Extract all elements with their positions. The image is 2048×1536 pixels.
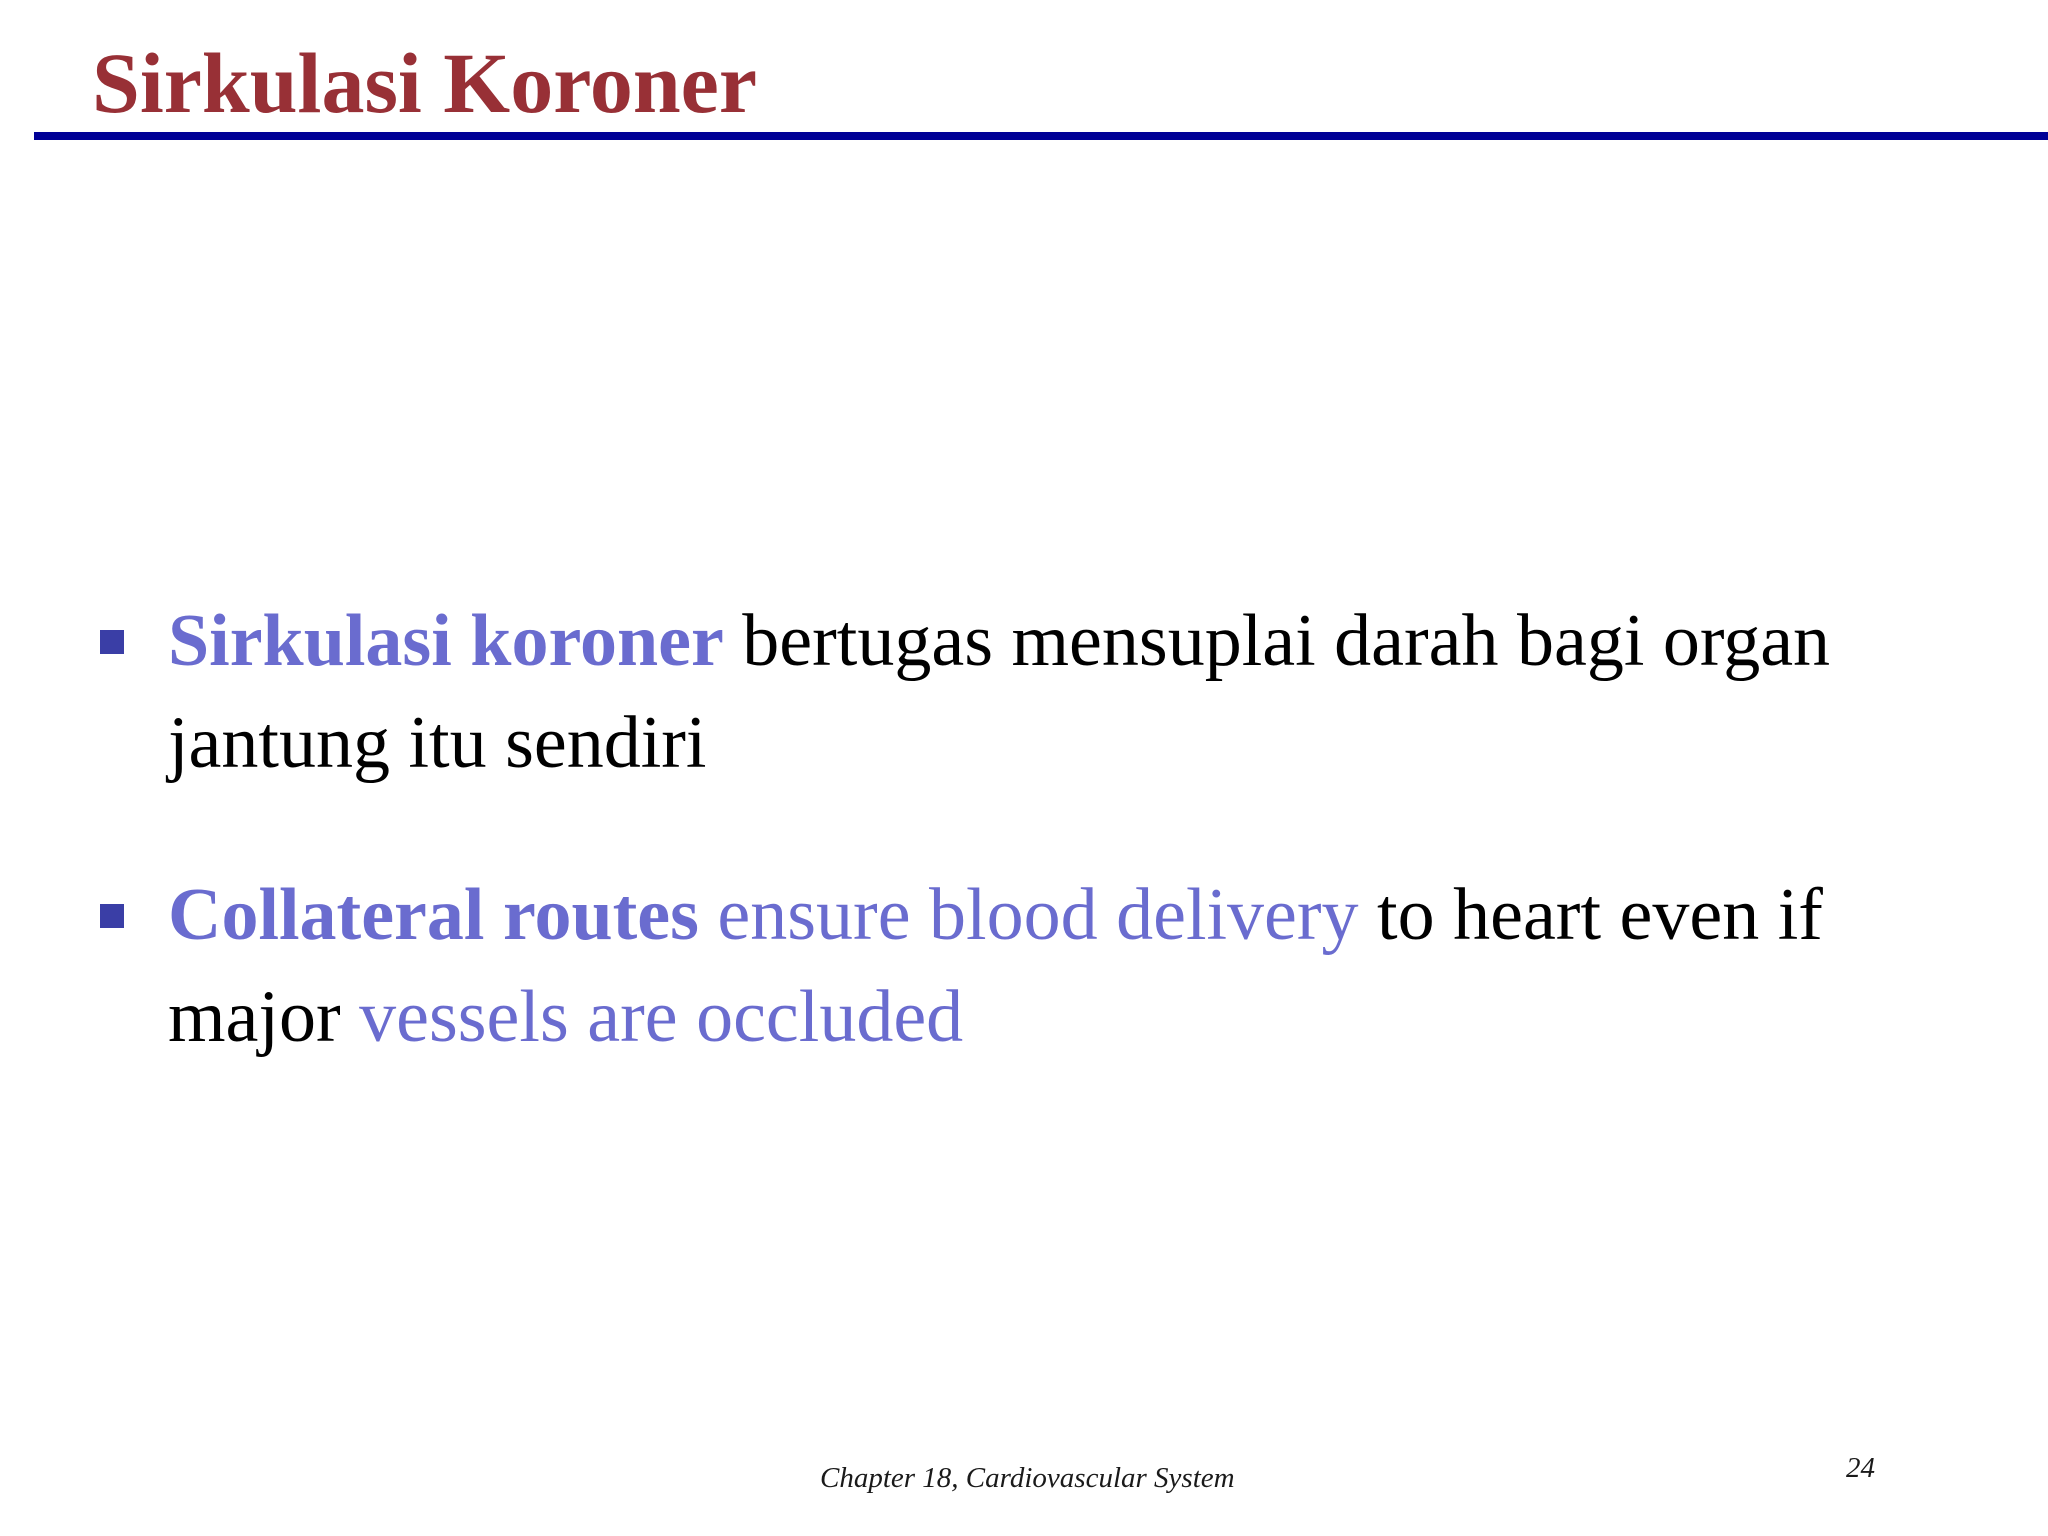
- slide-title: Sirkulasi Koroner: [92, 35, 757, 131]
- bullet-2-emphasis-1: ensure blood delivery: [698, 874, 1359, 956]
- bullet-2-text-1: to heart even if major: [168, 874, 1823, 1058]
- square-bullet-icon: [100, 904, 124, 928]
- bullet-2-term: Collateral routes: [168, 874, 699, 956]
- title-divider: [34, 132, 2048, 140]
- footer-chapter-label: Chapter 18, Cardiovascular System: [820, 1462, 1235, 1494]
- square-bullet-icon: [100, 630, 124, 654]
- bullet-list: [92, 590, 1992, 1138]
- bullet-1-text: bertugas mensuplai darah bagi organ jantung itu sendiri: [168, 600, 1831, 784]
- bullet-2-emphasis-2: vessels are occluded: [359, 976, 964, 1058]
- page-number: 24: [1846, 1452, 1875, 1484]
- bullet-1-term: Sirkulasi koroner: [168, 600, 724, 682]
- bullet-item-1: [92, 590, 1992, 794]
- bullet-item-2: [92, 864, 1992, 1068]
